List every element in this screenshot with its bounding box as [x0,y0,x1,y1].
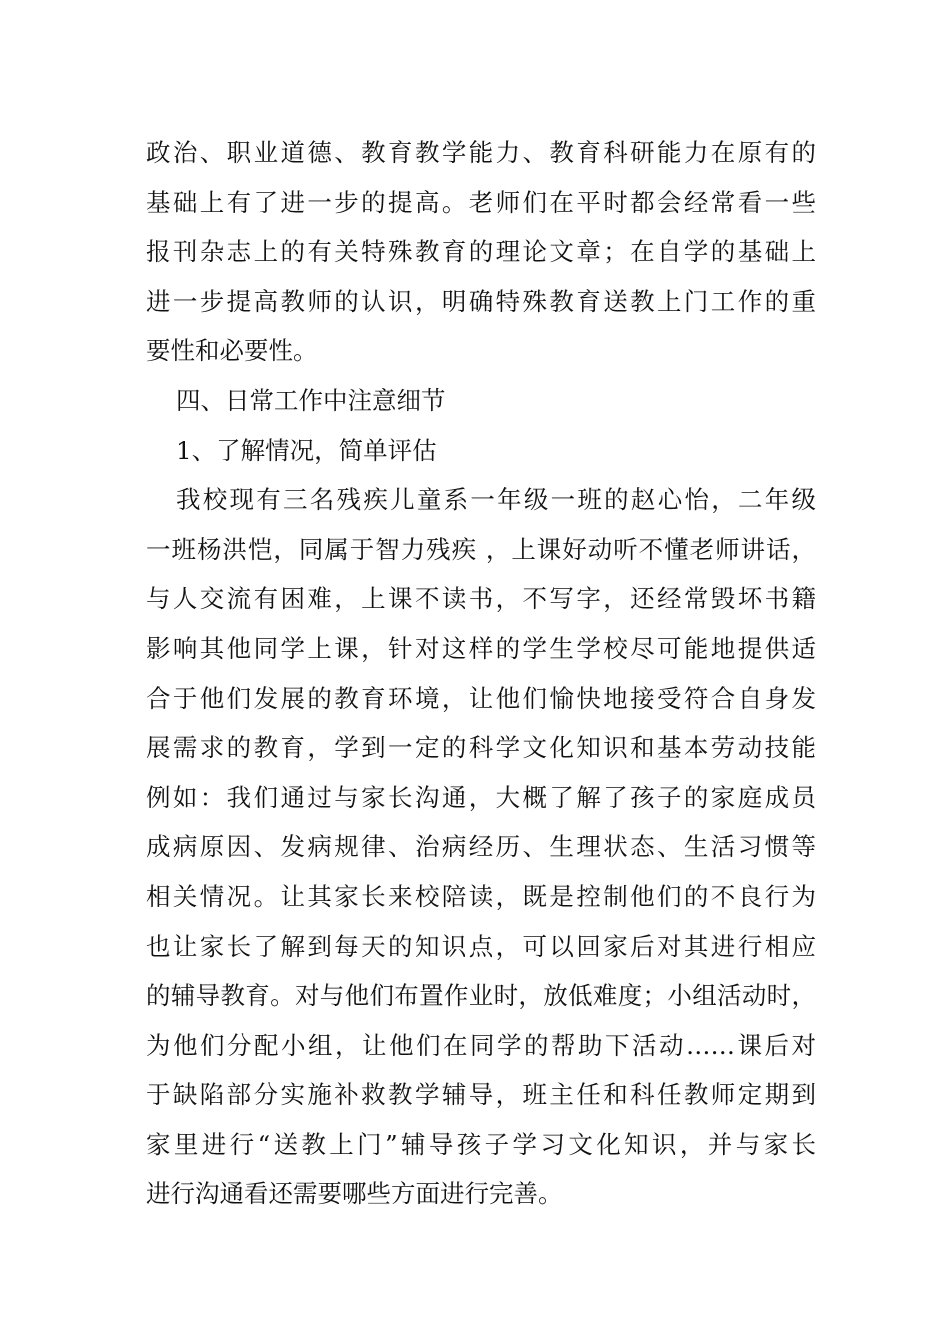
text-line: 与人交流有困难，上课不读书，不写字，还经常毁坏书籍 [146,584,816,614]
section-heading: 四、日常工作中注意细节 [176,385,446,415]
subsection-heading: 1、了解情况，简单评估 [176,435,437,465]
text-line: 一班杨洪恺，同属于智力残疾 ，上课好动听不懂老师讲话， [146,534,816,564]
text-line: 进一步提高教师的认识，明确特殊教育送教上门工作的重 [146,286,816,316]
text-line: 进行沟通看还需要哪些方面进行完善。 [146,1179,563,1209]
text-line: 展需求的教育，学到一定的科学文化知识和基本劳动技能 [146,733,816,763]
text-line: 报刊杂志上的有关特殊教育的理论文章；在自学的基础上 [146,237,816,267]
text-line: 为他们分配小组，让他们在同学的帮助下活动……课后对 [146,1030,816,1060]
text-line: 合于他们发展的教育环境，让他们愉快地接受符合自身发 [146,683,816,713]
text-line: 政治、职业道德、教育教学能力、教育科研能力在原有的 [146,138,816,167]
text-line: 家里进行“送教上门”辅导孩子学习文化知识，并与家长 [146,1129,816,1159]
text-line: 基础上有了进一步的提高。老师们在平时都会经常看一些 [146,187,816,217]
text-line: 相关情况。让其家长来校陪读，既是控制他们的不良行为 [146,881,816,911]
text-line: 要性和必要性。 [146,336,318,366]
text-line: 影响其他同学上课，针对这样的学生学校尽可能地提供适 [146,633,816,663]
text-line: 于缺陷部分实施补救教学辅导，班主任和科任教师定期到 [146,1080,816,1110]
text-line: 成病原因、发病规律、治病经历、生理状态、生活习惯等 [146,832,816,862]
text-line: 例如：我们通过与家长沟通，大概了解了孩子的家庭成员 [146,782,816,812]
text-line: 也让家长了解到每天的知识点，可以回家后对其进行相应 [146,931,816,961]
text-line: 的辅导教育。对与他们布置作业时，放低难度；小组活动时， [146,981,816,1011]
body-text [146,128,816,1219]
text-line: 我校现有三名残疾儿童系一年级一班的赵心怡，二年级 [176,485,816,515]
